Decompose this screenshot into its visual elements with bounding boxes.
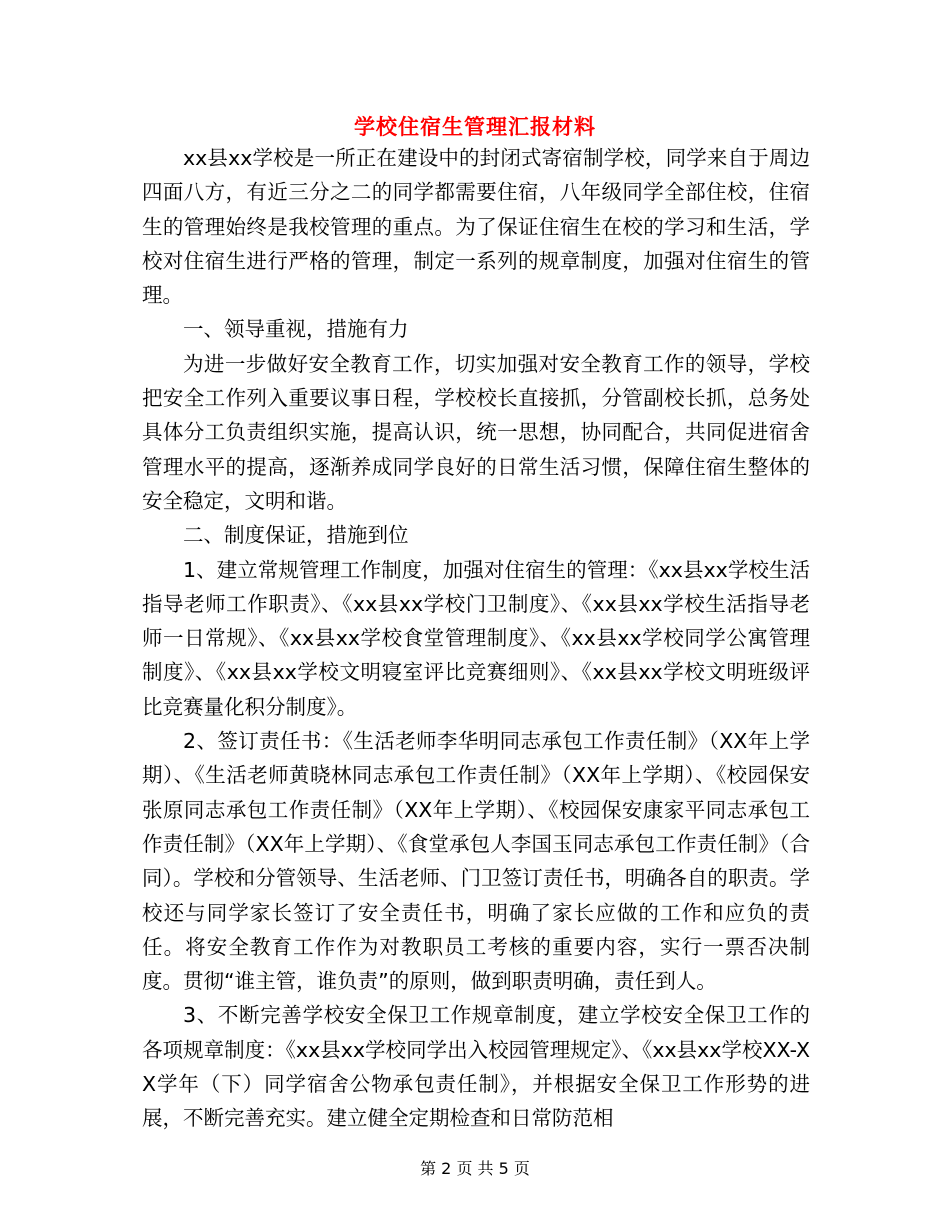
document-body [142, 141, 810, 1136]
section-2-item-1: 1、建立常规管理工作制度，加强对住宿生的管理：《xx县xx学校生活指导老师工作职责》、《xx县xx学校门卫制度》、《xx县xx学校生活指导老师一日常规》、《xx县xx学校食堂管理制度》、《xx县xx学校同学公寓管理制度》、《xx县xx学校文明寝室评比竞赛细则》、《xx县xx学校文明班级评比竞赛量化积分制度》。 [142, 557, 810, 719]
section-heading-2: 二、制度保证，措施到位 [183, 523, 409, 548]
document-title: 学校住宿生管理汇报材料 [354, 114, 596, 139]
section-heading-1: 一、领导重视，措施有力 [183, 317, 409, 342]
section-2-item-2: 2、签订责任书：《生活老师李华明同志承包工作责任制》（XX年上学期）、《生活老师黄晓林同志承包工作责任制》（XX年上学期）、《校园保安张原同志承包工作责任制》（XX年上学期）、《校园保安康家平同志承包工作责任制》（XX年上学期）、《食堂承包人李国玉同志承包工作责任制》（合同）。学校和分管领导、生活老师、门卫签订责任书，明确各自的职责。学校还与同学家长签订了安全责任书，明确了家长应做的工作和应负的责任。将安全教育工作作为对教职员工考核的重要内容，实行一票否决制度。贯彻“谁主管，谁负责”的原则，做到职责明确，责任到人。 [142, 729, 810, 994]
section-2-item-3: 3、不断完善学校安全保卫工作规章制度，建立学校安全保卫工作的各项规章制度：《xx县xx学校同学出入校园管理规定》、《xx县xx学校XX-XX学年（下）同学宿舍公物承包责任制》，并根据安全保卫工作形势的进展，不断完善充实。建立健全定期检查和日常防范相 [142, 1003, 810, 1131]
section-1-paragraph: 为进一步做好安全教育工作，切实加强对安全教育工作的领导，学校把安全工作列入重要议事日程，学校校长直接抓，分管副校长抓，总务处具体分工负责组织实施，提高认识，统一思想，协同配合，共同促进宿舍管理水平的提高，逐渐养成同学良好的日常生活习惯，保障住宿生整体的安全稳定，文明和谐。 [142, 351, 810, 513]
page-footer: 第 2 页 共 5 页 [420, 1159, 530, 1178]
intro-paragraph: xx县xx学校是一所正在建设中的封闭式寄宿制学校，同学来自于周边四面八方，有近三分之二的同学都需要住宿，八年级同学全部住校，住宿生的管理始终是我校管理的重点。为了保证住宿生在校的学习和生活，学校对住宿生进行严格的管理，制定一系列的规章制度，加强对住宿生的管理。 [142, 146, 810, 308]
